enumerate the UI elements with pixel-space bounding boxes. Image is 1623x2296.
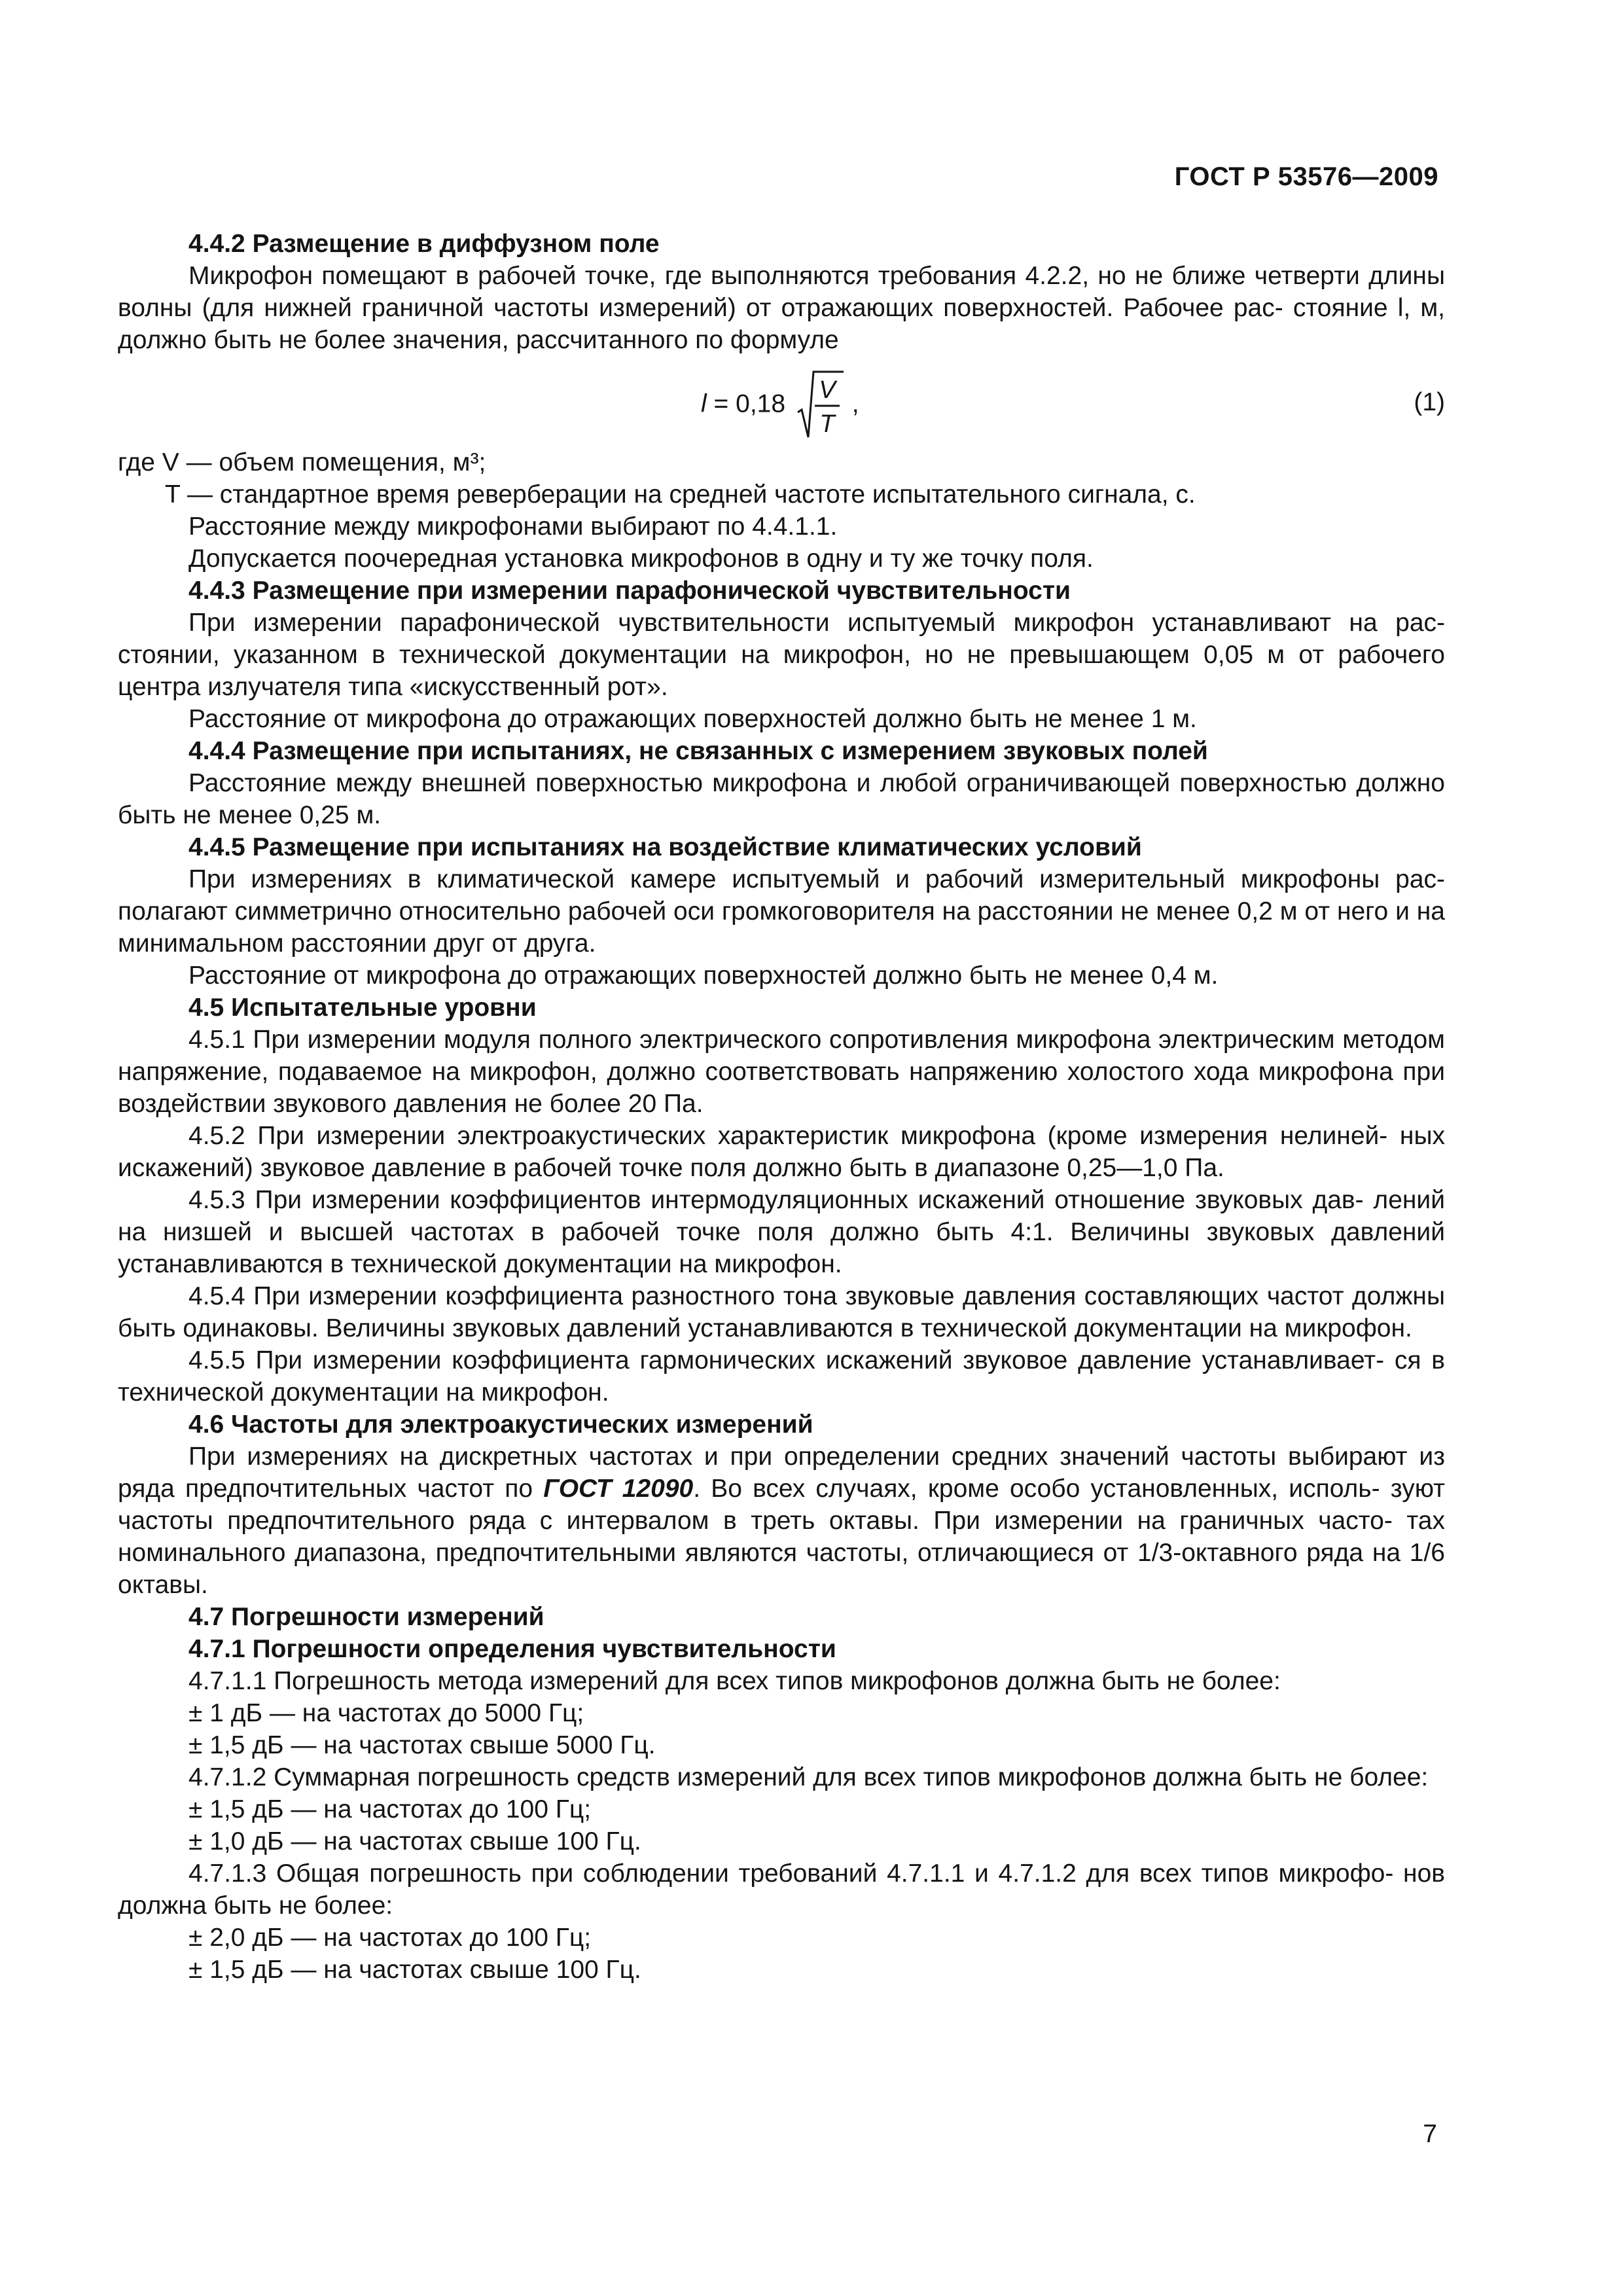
paragraph-4-5-4: 4.5.4 При измерении коэффициента разностного тона звуковые давления составляющих частот должны быть одинаковы. Величины звуковых давлений устанавливаются в технической документации на микрофон.	[118, 1282, 1445, 1342]
document-body	[118, 228, 1445, 1986]
list-item: ± 1,0 дБ — на частотах свыше 100 Гц.	[188, 1827, 641, 1856]
paragraph-4-5-3: 4.5.3 При измерении коэффициентов интермодуляционных искажений отношение звуковых дав- лений на низшей и высшей частотах в рабочей точке поля должно быть 4:1. Величины звуковых давлений устанавливаются в технической документации на микрофон.	[118, 1186, 1445, 1278]
formula-lhs: l	[701, 389, 707, 418]
text-run: . Во всех случаях, кроме особо установленных, исполь- зуют частоты предпочтительного ряда с интервалом в треть октавы. При измерении на граничных часто- тах номинального диапазона, предпочтительными являются частоты, отличающиеся от 1/3-октавного ряда на 1/6 октавы.	[118, 1475, 1445, 1599]
paragraph-4-6	[118, 1441, 1445, 1601]
where-clause-v: где V — объем помещения, м³;	[118, 448, 486, 476]
formula-coefficient: = 0,18	[713, 389, 786, 418]
section-heading-4-7-1: 4.7.1 Погрешности определения чувствительности	[188, 1635, 836, 1663]
list-item: ± 2,0 дБ — на частотах до 100 Гц;	[188, 1924, 592, 1952]
paragraph-4-5-1: 4.5.1 При измерении модуля полного электрического сопротивления микрофона электрическим методом напряжение, подаваемое на микрофон, должно соответствовать напряжению холостого хода микрофона при воздействии звукового давления не более 20 Па.	[118, 1026, 1445, 1118]
section-heading-4-6: 4.6 Частоты для электроакустических измерений	[188, 1410, 813, 1439]
section-heading-4-4-4: 4.4.4 Размещение при испытаниях, не связанных с измерением звуковых полей	[188, 737, 1208, 765]
section-heading-4-5: 4.5 Испытательные уровни	[188, 994, 537, 1022]
paragraph: Расстояние от микрофона до отражающих поверхностей должно быть не менее 1 м.	[188, 705, 1197, 733]
formula-number: (1)	[1414, 388, 1445, 416]
text-run: При измерениях на дискретных частотах и при определении средних значений частоты выбирают из ряда предпочтительных частот по	[118, 1443, 1445, 1503]
section-heading-4-4-3: 4.4.3 Размещение при измерении парафонической чувствительности	[188, 577, 1071, 605]
paragraph: Допускается поочередная установка микрофонов в одну и ту же точку поля.	[188, 545, 1094, 573]
paragraph: Расстояние от микрофона до отражающих поверхностей должно быть не менее 0,4 м.	[188, 961, 1219, 990]
where-clause-t: T — стандартное время реверберации на средней частоте испытательного сигнала, с.	[165, 480, 1196, 509]
square-root-icon	[796, 369, 845, 441]
section-heading-4-4-2: 4.4.2 Размещение в диффузном поле	[188, 230, 660, 258]
section-heading-4-7: 4.7 Погрешности измерений	[188, 1603, 544, 1631]
paragraph: При измерениях в климатической камере испытуемый и рабочий измерительный микрофоны рас- полагают симметрично относительно рабочей оси громкоговорителя на расстоянии не менее 0,2 м от него и на минимальном расстоянии друг от друга.	[118, 865, 1445, 958]
paragraph-4-7-1-1: 4.7.1.1 Погрешность метода измерений для всех типов микрофонов должна быть не более:	[188, 1667, 1281, 1695]
standard-reference-link[interactable]: ГОСТ 12090	[543, 1475, 694, 1503]
paragraph-4-7-1-3: 4.7.1.3 Общая погрешность при соблюдении требований 4.7.1.1 и 4.7.1.2 для всех типов микрофо- нов должна быть не более:	[118, 1859, 1445, 1920]
formula-trailing-comma: ,	[851, 389, 859, 418]
document-header: ГОСТ Р 53576—2009	[1174, 162, 1438, 191]
paragraph: Расстояние между внешней поверхностью микрофона и любой ограничивающей поверхностью должно быть не менее 0,25 м.	[118, 769, 1445, 829]
paragraph-4-5-2: 4.5.2 При измерении электроакустических характеристик микрофона (кроме измерения нелиней- ных искажений) звуковое давление в рабочей точке поля должно быть в диапазоне 0,25—1,0 Па.	[118, 1122, 1445, 1182]
paragraph-4-5-5: 4.5.5 При измерении коэффициента гармонических искажений звуковое давление устанавливает- ся в технической документации на микрофон.	[118, 1346, 1445, 1407]
paragraph: При измерении парафонической чувствительности испытуемый микрофон устанавливают на рас- стоянии, указанном в технической документации на микрофон, но не превышающем 0,05 м от рабочего центра излучателя типа «искусственный рот».	[118, 609, 1445, 701]
formula-denominator: T	[819, 410, 835, 438]
list-item: ± 1,5 дБ — на частотах свыше 5000 Гц.	[188, 1731, 656, 1759]
paragraph: Расстояние между микрофонами выбирают по 4.4.1.1.	[188, 512, 838, 541]
paragraph-4-7-1-2: 4.7.1.2 Суммарная погрешность средств измерений для всех типов микрофонов должна быть не более:	[188, 1763, 1429, 1791]
list-item: ± 1,5 дБ — на частотах свыше 100 Гц.	[188, 1956, 641, 1984]
list-item: ± 1,5 дБ — на частотах до 100 Гц;	[188, 1795, 592, 1823]
formula-numerator: V	[819, 376, 836, 404]
paragraph: Микрофон помещают в рабочей точке, где выполняются требования 4.2.2, но не ближе четверти длины волны (для нижней граничной частоты измерений) от отражающих поверхностей. Рабочее рас- стояние l, м, должно быть не более значения, рассчитанного по формуле	[118, 262, 1445, 354]
list-item: ± 1 дБ — на частотах до 5000 Гц;	[188, 1699, 584, 1727]
section-heading-4-4-5: 4.4.5 Размещение при испытаниях на воздействие климатических условий	[188, 833, 1142, 861]
page-number: 7	[1423, 2120, 1437, 2148]
formula-1	[118, 360, 1445, 438]
